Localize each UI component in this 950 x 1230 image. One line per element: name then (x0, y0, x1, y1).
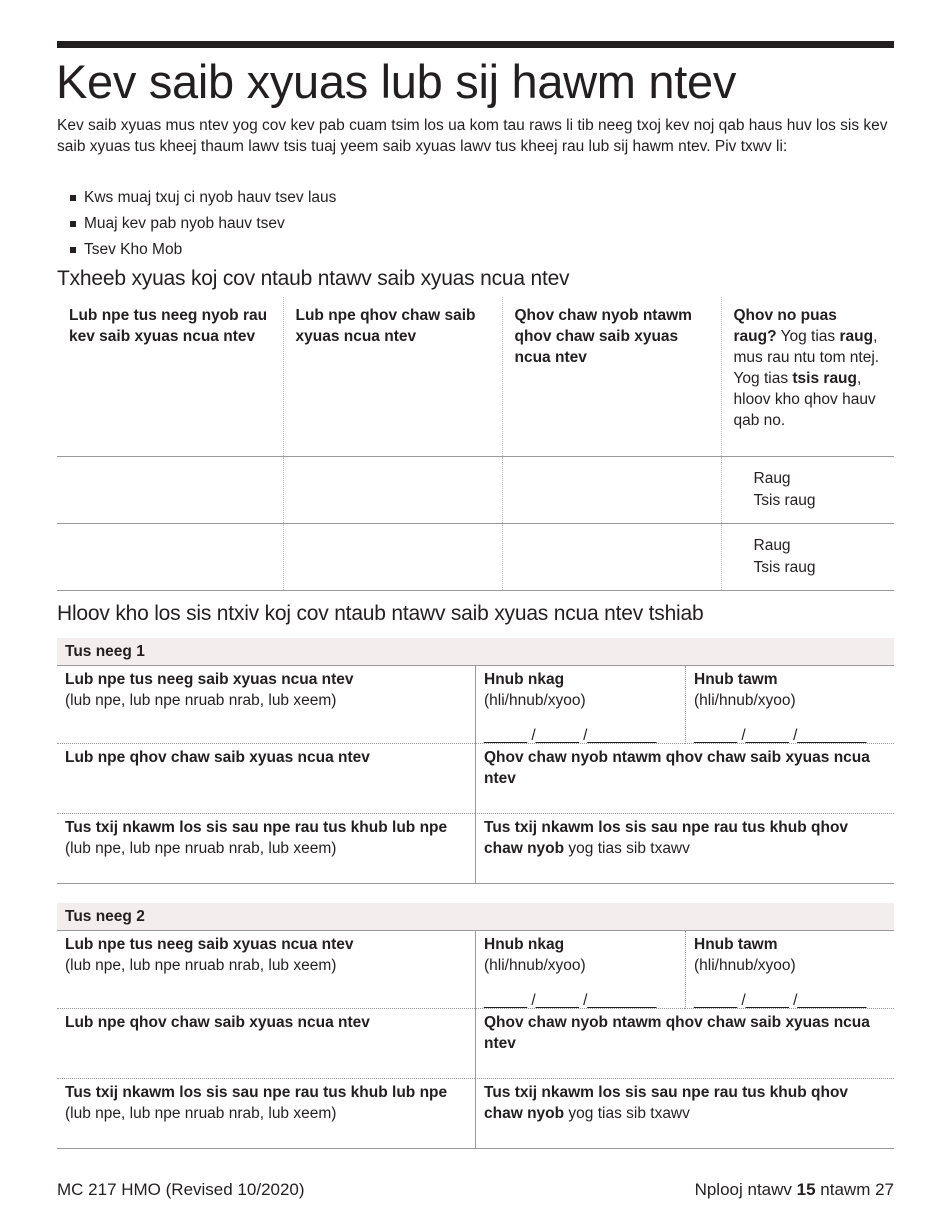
list-item: Muaj kev pab nyob hauv tsev (70, 211, 336, 237)
person-1-block (57, 638, 894, 884)
examples-list (70, 185, 336, 263)
col-header-correct: Qhov no puas raug? Yog tias raug, mus rau ntu tom ntej. Yog tias tsis raug, hloov kho qhov hauv qab no. (721, 297, 894, 456)
list-item: Kws muaj txuj ci nyob hauv tsev laus (70, 185, 336, 211)
end-date-field[interactable]: Hnub tawm (hli/hnub/xyoo) _____ /_____ /________ (685, 931, 894, 1009)
col-header-resident: Lub npe tus neeg nyob rau kev saib xyuas ncua ntev (69, 307, 268, 345)
page-title: Kev saib xyuas lub sij hawm ntev (56, 55, 737, 108)
end-date-field[interactable]: Hnub tawm (hli/hnub/xyoo) _____ /_____ /________ (685, 666, 894, 744)
option-yes[interactable]: Raug (753, 469, 791, 487)
table-row (57, 456, 894, 523)
person-label: Tus neeg 1 (57, 638, 894, 666)
section-heading-update: Hloov kho los sis ntxiv koj cov ntaub ntawv saib xyuas ncua ntev tshiab (57, 602, 704, 625)
list-item: Tsev Kho Mob (70, 237, 336, 263)
facility-name-field[interactable]: Lub npe qhov chaw saib xyuas ncua ntev (57, 1009, 475, 1079)
spouse-address-field[interactable]: Tus txij nkawm los sis sau npe rau tus khub qhov chaw nyob yog tias sib txawv (475, 814, 894, 884)
bullet-icon (70, 195, 76, 201)
bullet-icon (70, 247, 76, 253)
col-header-facility: Lub npe qhov chaw saib xyuas ncua ntev (283, 297, 502, 456)
current-care-table (57, 297, 894, 591)
bullet-icon (70, 221, 76, 227)
person-2-block (57, 903, 894, 1149)
form-id: MC 217 HMO (Revised 10/2020) (57, 1180, 305, 1199)
correct-options (721, 523, 894, 590)
facility-name-field[interactable]: Lub npe qhov chaw saib xyuas ncua ntev (57, 744, 475, 814)
spouse-address-field[interactable]: Tus txij nkawm los sis sau npe rau tus khub qhov chaw nyob yog tias sib txawv (475, 1079, 894, 1149)
option-no[interactable]: Tsis raug (753, 491, 816, 509)
facility-address-field[interactable]: Qhov chaw nyob ntawm qhov chaw saib xyuas ncua ntev (475, 1009, 894, 1079)
resident-cell[interactable] (57, 523, 283, 590)
resident-name-field[interactable]: Lub npe tus neeg saib xyuas ncua ntev (lub npe, lub npe nruab nrab, lub xeem) (57, 931, 475, 1009)
person-label: Tus neeg 2 (57, 903, 894, 931)
section-heading-review: Txheeb xyuas koj cov ntaub ntawv saib xyuas ncua ntev (57, 267, 570, 290)
spouse-name-field[interactable]: Tus txij nkawm los sis sau npe rau tus khub lub npe (lub npe, lub npe nruab nrab, lub xeem) (57, 814, 475, 884)
option-yes[interactable]: Raug (753, 536, 791, 554)
address-cell[interactable] (502, 523, 721, 590)
page-number: Nplooj ntawv 15 ntawm 27 (694, 1180, 894, 1199)
address-cell[interactable] (502, 456, 721, 523)
option-no[interactable]: Tsis raug (753, 558, 816, 576)
top-rule (57, 41, 894, 48)
table-row (57, 523, 894, 590)
correct-options (721, 456, 894, 523)
facility-cell[interactable] (283, 523, 502, 590)
facility-address-field[interactable]: Qhov chaw nyob ntawm qhov chaw saib xyuas ncua ntev (475, 744, 894, 814)
spouse-name-field[interactable]: Tus txij nkawm los sis sau npe rau tus khub lub npe (lub npe, lub npe nruab nrab, lub xeem) (57, 1079, 475, 1149)
intro-text: Kev saib xyuas mus ntev yog cov kev pab cuam tsim los ua kom tau raws li tib neeg txoj kev noj qab haus huv los sis kev saib xyuas tus kheej thaum lawv tsis tuaj yeem saib xyuas lawv tus kheej rau lub sij hawm ntev. Piv txwv li: (57, 117, 888, 155)
col-header-address: Qhov chaw nyob ntawm qhov chaw saib xyuas ncua ntev (502, 297, 721, 456)
resident-name-field[interactable]: Lub npe tus neeg saib xyuas ncua ntev (lub npe, lub npe nruab nrab, lub xeem) (57, 666, 475, 744)
start-date-field[interactable]: Hnub nkag (hli/hnub/xyoo) _____ /_____ /________ (475, 931, 685, 1009)
start-date-field[interactable]: Hnub nkag (hli/hnub/xyoo) _____ /_____ /________ (475, 666, 685, 744)
resident-cell[interactable] (57, 456, 283, 523)
facility-cell[interactable] (283, 456, 502, 523)
